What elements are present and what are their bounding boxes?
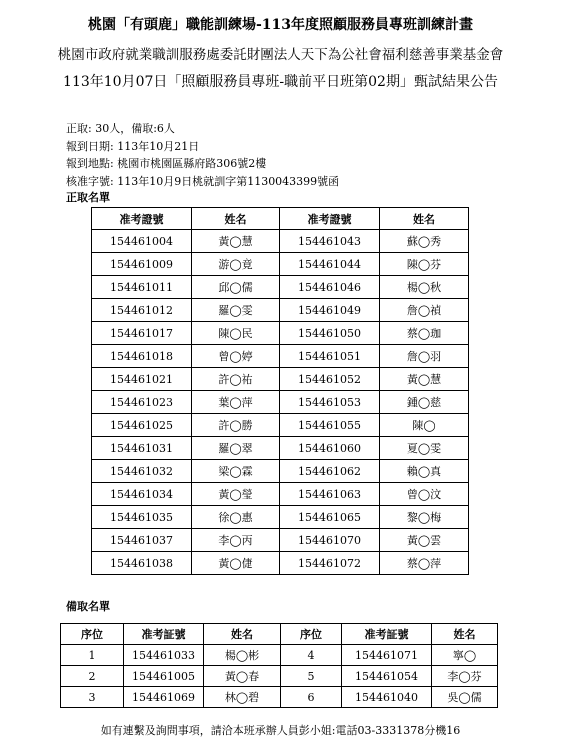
table-cell: 154461049	[280, 299, 380, 322]
table-cell: 154461004	[92, 230, 192, 253]
table-cell: 154461050	[280, 322, 380, 345]
table-cell: 154461011	[92, 276, 192, 299]
table-cell: 154461062	[280, 460, 380, 483]
table-cell: 徐◯惠	[192, 506, 280, 529]
table-row	[92, 483, 469, 506]
main-list-heading: 正取名單	[66, 191, 110, 204]
table-cell: 黎◯梅	[380, 506, 469, 529]
table-cell: 154461005	[124, 666, 204, 687]
table-row	[92, 391, 469, 414]
table-cell: 154461018	[92, 345, 192, 368]
table-cell: 許◯祐	[192, 368, 280, 391]
table-cell: 黃◯春	[204, 666, 281, 687]
table-cell: 1	[61, 645, 124, 666]
table-cell: 154461038	[92, 552, 192, 575]
table-row	[92, 529, 469, 552]
table-cell: 154461070	[280, 529, 380, 552]
contact-footer: 如有連繫及詢問事項，請洽本班承辦人員彭小姐:電話03-3331378分機16	[100, 724, 461, 737]
main-list-table	[91, 207, 469, 575]
table-cell: 6	[281, 687, 342, 708]
table-row	[92, 253, 469, 276]
table-cell: 154461043	[280, 230, 380, 253]
table-cell: 黃◯倢	[192, 552, 280, 575]
table-cell: 5	[281, 666, 342, 687]
table-row	[92, 506, 469, 529]
table-cell: 蔡◯珈	[380, 322, 469, 345]
table-cell: 2	[61, 666, 124, 687]
table-cell: 154461021	[92, 368, 192, 391]
table-row	[61, 687, 498, 708]
table-cell: 154461054	[342, 666, 432, 687]
report-place: 報到地點: 桃園市桃園區縣府路306號2樓	[66, 157, 267, 170]
table-cell: 邱◯儒	[192, 276, 280, 299]
table-row	[92, 322, 469, 345]
table-row	[61, 666, 498, 687]
table-row	[92, 276, 469, 299]
table-cell: 李◯丙	[192, 529, 280, 552]
table-row	[92, 230, 469, 253]
column-header: 准考證號	[280, 208, 380, 230]
table-cell: 詹◯禎	[380, 299, 469, 322]
table-cell: 154461071	[342, 645, 432, 666]
table-cell: 許◯勝	[192, 414, 280, 437]
column-header: 准考証號	[342, 624, 432, 645]
table-cell: 曾◯汶	[380, 483, 469, 506]
column-header: 序位	[61, 624, 124, 645]
table-row	[92, 414, 469, 437]
table-cell: 154461060	[280, 437, 380, 460]
table-cell: 154461052	[280, 368, 380, 391]
table-cell: 154461032	[92, 460, 192, 483]
approval-number: 核准字號: 113年10月9日桃就訓字第1130043399號函	[66, 174, 340, 188]
table-cell: 楊◯彬	[204, 645, 281, 666]
table-row	[92, 460, 469, 483]
table-cell: 寧◯	[432, 645, 498, 666]
table-row	[92, 437, 469, 460]
table-cell: 賴◯真	[380, 460, 469, 483]
table-cell: 陳◯芬	[380, 253, 469, 276]
table-row	[92, 299, 469, 322]
column-header: 姓名	[380, 208, 469, 230]
column-header: 姓名	[192, 208, 280, 230]
table-cell: 154461055	[280, 414, 380, 437]
table-cell: 黃◯慧	[380, 368, 469, 391]
table-cell: 154461017	[92, 322, 192, 345]
table-cell: 154461053	[280, 391, 380, 414]
table-cell: 夏◯雯	[380, 437, 469, 460]
info-block	[66, 120, 339, 190]
table-cell: 陳◯	[380, 414, 469, 437]
table-cell: 154461037	[92, 529, 192, 552]
table-cell: 154461023	[92, 391, 192, 414]
table-cell: 葉◯萍	[192, 391, 280, 414]
column-header: 准考証號	[124, 624, 204, 645]
table-cell: 3	[61, 687, 124, 708]
table-cell: 154461031	[92, 437, 192, 460]
title-line-1: 桃園「有頭鹿」職能訓練場-113年度照顧服務員專班訓練計畫	[87, 17, 474, 33]
title-line-3: 113年10月07日「照顧服務員專班-職前平日班第02期」甄試結果公告	[63, 74, 498, 90]
column-header: 序位	[281, 624, 342, 645]
table-cell: 游◯竟	[192, 253, 280, 276]
table-cell: 154461065	[280, 506, 380, 529]
table-cell: 154461033	[124, 645, 204, 666]
table-cell: 154461012	[92, 299, 192, 322]
table-cell: 154461046	[280, 276, 380, 299]
title-line-2: 桃園市政府就業職訓服務處委託財團法人天下為公社會福利慈善事業基金會	[57, 47, 504, 63]
table-header-row	[92, 208, 469, 230]
table-cell: 154461051	[280, 345, 380, 368]
table-cell: 蘇◯秀	[380, 230, 469, 253]
table-row	[61, 645, 498, 666]
report-date: 報到日期: 113年10月21日	[66, 139, 200, 153]
table-cell: 楊◯秋	[380, 276, 469, 299]
table-cell: 羅◯雯	[192, 299, 280, 322]
table-cell: 154461035	[92, 506, 192, 529]
table-cell: 陳◯民	[192, 322, 280, 345]
table-header-row	[61, 624, 498, 645]
table-row	[92, 552, 469, 575]
table-cell: 154461009	[92, 253, 192, 276]
table-cell: 154461063	[280, 483, 380, 506]
table-cell: 鍾◯慈	[380, 391, 469, 414]
table-cell: 154461034	[92, 483, 192, 506]
table-cell: 林◯碧	[204, 687, 281, 708]
quota-text: 正取: 30人，備取:6人	[66, 122, 175, 135]
column-header: 姓名	[204, 624, 281, 645]
column-header: 准考證號	[92, 208, 192, 230]
table-cell: 154461072	[280, 552, 380, 575]
table-cell: 詹◯羽	[380, 345, 469, 368]
table-cell: 黃◯慧	[192, 230, 280, 253]
table-cell: 154461069	[124, 687, 204, 708]
column-header: 姓名	[432, 624, 498, 645]
table-row	[92, 368, 469, 391]
table-cell: 李◯芬	[432, 666, 498, 687]
table-cell: 羅◯翠	[192, 437, 280, 460]
table-row	[92, 345, 469, 368]
table-cell: 154461044	[280, 253, 380, 276]
table-cell: 曾◯婷	[192, 345, 280, 368]
waiting-list-heading: 備取名單	[66, 600, 110, 613]
table-cell: 蔡◯萍	[380, 552, 469, 575]
table-cell: 黃◯雲	[380, 529, 469, 552]
table-cell: 梁◯霖	[192, 460, 280, 483]
table-cell: 154461025	[92, 414, 192, 437]
table-cell: 4	[281, 645, 342, 666]
waiting-list-table	[60, 623, 498, 708]
table-cell: 154461040	[342, 687, 432, 708]
table-cell: 吳◯儒	[432, 687, 498, 708]
table-cell: 黃◯瑩	[192, 483, 280, 506]
